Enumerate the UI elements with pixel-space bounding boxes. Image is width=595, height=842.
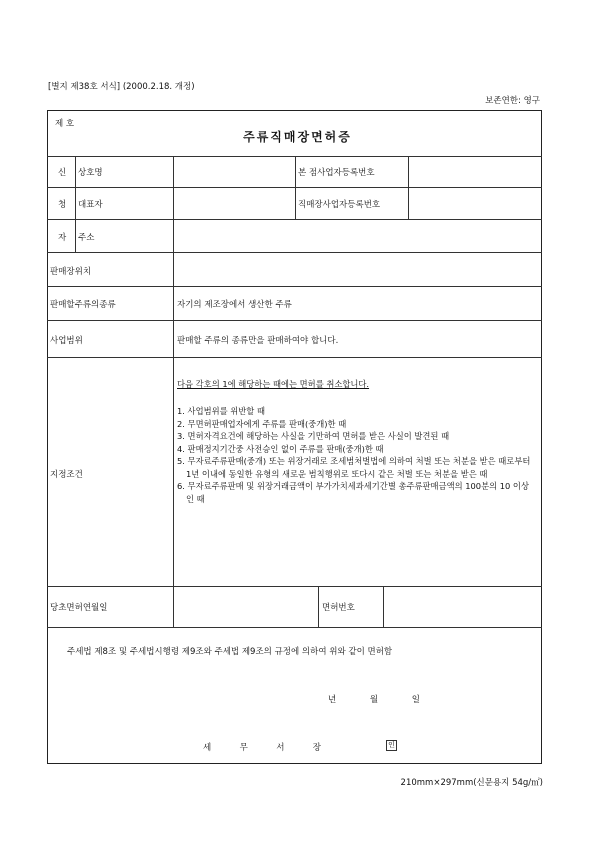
- month-label: 월: [369, 695, 379, 705]
- condition-item: 3. 면허자격요건에 해당하는 사실을 기만하여 면허를 받은 사실이 발견된 때: [177, 431, 450, 441]
- business-scope-value: 판매할 주류의 종류만을 판매하여야 합니다.: [177, 336, 339, 346]
- official-char-2: 무: [239, 743, 248, 753]
- divider: [408, 156, 409, 219]
- conditions-label: 지정조건: [50, 470, 83, 480]
- form-number-label: 제 호: [55, 119, 75, 129]
- official-char-4: 장: [312, 743, 321, 753]
- retention-period: 보존연한: 영구: [485, 96, 540, 106]
- condition-item: 1. 사업범위를 위반할 때: [177, 406, 265, 416]
- issue-date-line: [328, 693, 420, 705]
- applicant-label-3: 자: [58, 233, 67, 243]
- condition-item: 6. 무자료주류판매 및 위장거래금액이 부가가치세과세기간별 총주류판매금액의 100분의 10 이상인 때: [177, 481, 529, 504]
- liquor-type-value: 자기의 제조장에서 생산한 주류: [177, 300, 292, 310]
- liquor-type-label: 판매할주류의종류: [50, 300, 116, 310]
- form-reference: [별지 제38호 서식] (2000.2.18. 개정): [48, 82, 195, 92]
- divider: [47, 286, 542, 287]
- divider: [47, 252, 542, 253]
- applicant-label-1: 신: [58, 168, 67, 178]
- official-char-1: 세: [203, 743, 212, 753]
- condition-item: 5. 무자료주류판매(중개) 또는 위장거래로 조세범처벌법에 의하여 처벌 또는 처분을 받은 때로부터 1년 이내에 동일한 유형의 새로운 범칙행위로 또다시 같은 처벌 또는 처분을 받은 때: [177, 456, 531, 479]
- official-char-3: 서: [276, 743, 285, 753]
- divider: [47, 627, 542, 628]
- divider: [47, 219, 542, 220]
- license-statement: 주세법 제8조 및 주세법시행령 제9조와 주세법 제9조의 규정에 의하여 위와 같이 면허함: [67, 647, 393, 657]
- divider: [383, 586, 384, 627]
- divider: [173, 156, 174, 627]
- divider: [318, 586, 319, 627]
- tax-office-head: [203, 741, 321, 753]
- store-location-label: 판매장위치: [50, 267, 92, 277]
- divider: [47, 586, 542, 587]
- year-label: 년: [328, 695, 337, 705]
- paper-spec: 210mm×297mm(신문용지 54g/㎡): [400, 778, 543, 788]
- initial-license-date-label: 당초면허연월일: [50, 603, 108, 613]
- applicant-label-2: 청: [58, 200, 67, 210]
- condition-item: 2. 무면허판매업자에게 주류를 판매(중개)한 때: [177, 418, 347, 429]
- divider: [47, 357, 542, 358]
- condition-item: 4. 판매정지기간중 사전승인 없이 주류를 판매(중개)한 때: [177, 443, 384, 454]
- conditions-intro: 다음 각호의 1에 해당하는 때에는 면허를 취소합니다.: [177, 379, 370, 389]
- divider: [295, 156, 296, 219]
- divider: [47, 320, 542, 321]
- address-label: 주소: [78, 233, 95, 243]
- seal-mark: 인: [386, 740, 397, 751]
- business-scope-label: 사업범위: [50, 336, 83, 346]
- page-title: 주류직매장면허증: [243, 130, 352, 144]
- representative-label: 대표자: [78, 200, 103, 210]
- store-registration-label: 직매장사업자등록번호: [298, 200, 381, 210]
- trade-name-label: 상호명: [78, 168, 103, 178]
- conditions-list: [177, 405, 532, 505]
- day-label: 일: [411, 695, 420, 705]
- license-number-label: 면허번호: [322, 603, 355, 613]
- divider: [75, 156, 76, 252]
- hq-registration-label: 본 점사업자등록번호: [298, 168, 375, 178]
